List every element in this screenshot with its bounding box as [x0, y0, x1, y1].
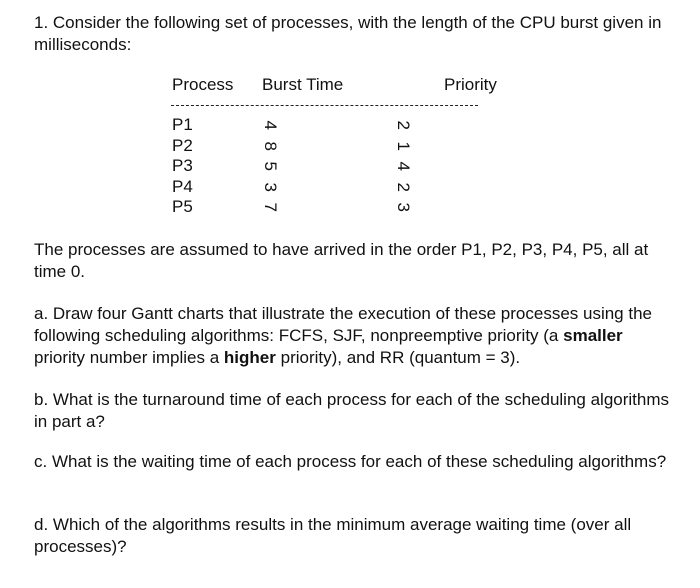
priority-cell: 3 [393, 202, 413, 212]
header-divider [171, 105, 478, 106]
priority-cell: 4 [393, 161, 413, 171]
part-c: c. What is the waiting time of each process for each of these scheduling algorithms? [34, 452, 667, 471]
priority-column [393, 115, 413, 218]
header-burst-time: Burst Time [262, 75, 344, 94]
process-cell: P1 [172, 115, 193, 134]
part-a-text-middle: priority number implies a [34, 348, 220, 367]
header-priority: Priority [444, 75, 497, 94]
part-d: d. Which of the algorithms results in the minimum average waiting time (over all processes)? [34, 515, 632, 556]
part-a-text-end: priority), and RR (quantum = 3). [280, 348, 521, 367]
burst-column [260, 115, 280, 218]
process-cell: P4 [172, 176, 193, 196]
process-cell: P5 [172, 197, 193, 216]
priority-cell: 2 [393, 182, 413, 192]
process-cell: P3 [172, 156, 193, 175]
burst-cell: 5 [260, 161, 280, 171]
part-a-emphasis-smaller: smaller [563, 326, 623, 345]
question-intro: 1. Consider the following set of processes, with the length of the CPU burst given in milliseconds: [34, 13, 662, 54]
process-table [0, 0, 700, 230]
priority-cell: 1 [393, 141, 413, 151]
header-process: Process [172, 75, 234, 94]
burst-cell: 7 [260, 202, 280, 212]
priority-cell: 2 [393, 120, 413, 130]
arrival-note: The processes are assumed to have arrived in the order P1, P2, P3, P4, P5, all at time 0. [34, 240, 649, 281]
part-b: b. What is the turnaround time of each process for each of the scheduling algorithms in part a? [34, 390, 670, 431]
burst-cell: 8 [260, 141, 280, 151]
part-a-text: a. Draw four Gantt charts that illustrate the execution of these processes using the following scheduling algorithms: FCFS, SJF, nonpreemptive priority (a [34, 304, 652, 345]
burst-cell: 4 [260, 120, 280, 130]
part-a-emphasis-higher: higher [223, 348, 276, 367]
burst-cell: 3 [260, 182, 280, 192]
part-a [34, 303, 674, 369]
process-column [172, 115, 193, 218]
process-cell: P2 [172, 135, 193, 155]
